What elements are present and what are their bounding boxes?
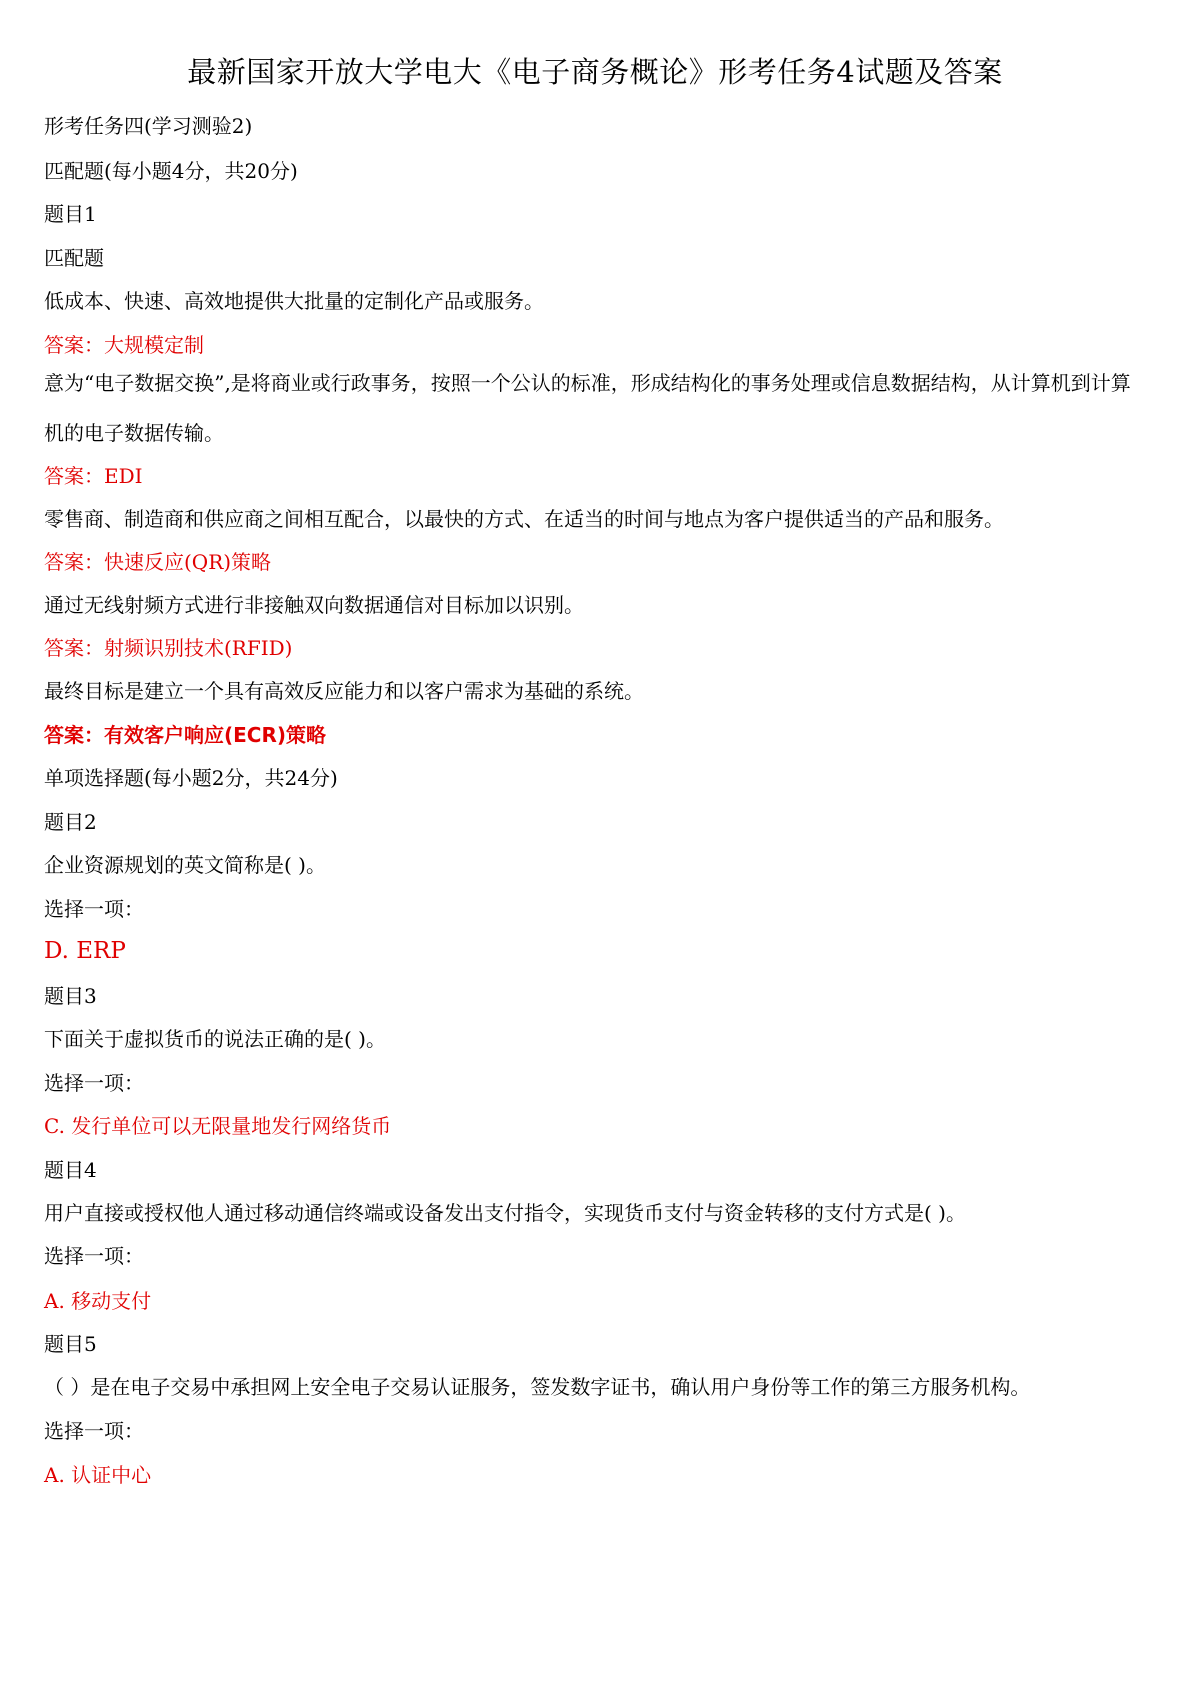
question-number-4: 题目4 (44, 1158, 97, 1182)
question-3-choose-label: 选择一项： (44, 1071, 144, 1095)
document-title: 最新国家开放大学电大《电子商务概论》形考任务4试题及答案 (187, 55, 1003, 89)
matching-item-2-answer: 答案：EDI (44, 464, 143, 488)
question-4-choose-label: 选择一项： (44, 1244, 144, 1268)
task-heading: 形考任务四(学习测验2) (44, 114, 253, 138)
question-number-2: 题目2 (44, 810, 97, 834)
question-5-text: （ ）是在电子交易中承担网上安全电子交易认证服务，签发数字证书，确认用户身份等工作的第三方服务机构。 (44, 1375, 1031, 1399)
matching-item-3-text: 零售商、制造商和供应商之间相互配合，以最快的方式、在适当的时间与地点为客户提供适当的产品和服务。 (44, 507, 1004, 531)
question-2-text: 企业资源规划的英文简称是( )。 (44, 853, 326, 877)
matching-item-3-answer: 答案：快速反应(QR)策略 (44, 550, 272, 574)
question-3-text: 下面关于虚拟货币的说法正确的是( )。 (44, 1027, 386, 1051)
matching-item-1-text: 低成本、快速、高效地提供大批量的定制化产品或服务。 (44, 289, 544, 313)
question-2-answer: D. ERP (44, 938, 126, 964)
matching-item-1-answer: 答案：大规模定制 (44, 333, 204, 357)
question-5-answer: A. 认证中心 (44, 1463, 152, 1487)
question-4-answer: A. 移动支付 (44, 1289, 152, 1313)
question-number-3: 题目3 (44, 984, 97, 1008)
question-number-1: 题目1 (44, 202, 97, 226)
question-4-text: 用户直接或授权他人通过移动通信终端或设备发出支付指令，实现货币支付与资金转移的支付方式是( )。 (44, 1201, 966, 1225)
matching-item-5-answer: 答案：有效客户响应(ECR)策略 (44, 723, 327, 747)
matching-item-2-text: 意为“电子数据交换”,是将商业或行政事务，按照一个公认的标准，形成结构化的事务处理或信息数据结构，从计算机到计算机的电子数据传输。 (44, 371, 1131, 445)
matching-item-4-text: 通过无线射频方式进行非接触双向数据通信对目标加以识别。 (44, 593, 584, 617)
question-3-answer: C. 发行单位可以无限量地发行网络货币 (44, 1114, 392, 1138)
question-type-label: 匹配题 (44, 246, 104, 270)
matching-section-heading: 匹配题(每小题4分，共20分) (44, 159, 298, 183)
question-2-choose-label: 选择一项： (44, 897, 144, 921)
question-number-5: 题目5 (44, 1332, 97, 1356)
matching-item-4-answer: 答案：射频识别技术(RFID) (44, 636, 293, 660)
single-choice-section-heading: 单项选择题(每小题2分，共24分) (44, 766, 338, 790)
matching-item-5-text: 最终目标是建立一个具有高效反应能力和以客户需求为基础的系统。 (44, 679, 644, 703)
question-5-choose-label: 选择一项： (44, 1419, 144, 1443)
